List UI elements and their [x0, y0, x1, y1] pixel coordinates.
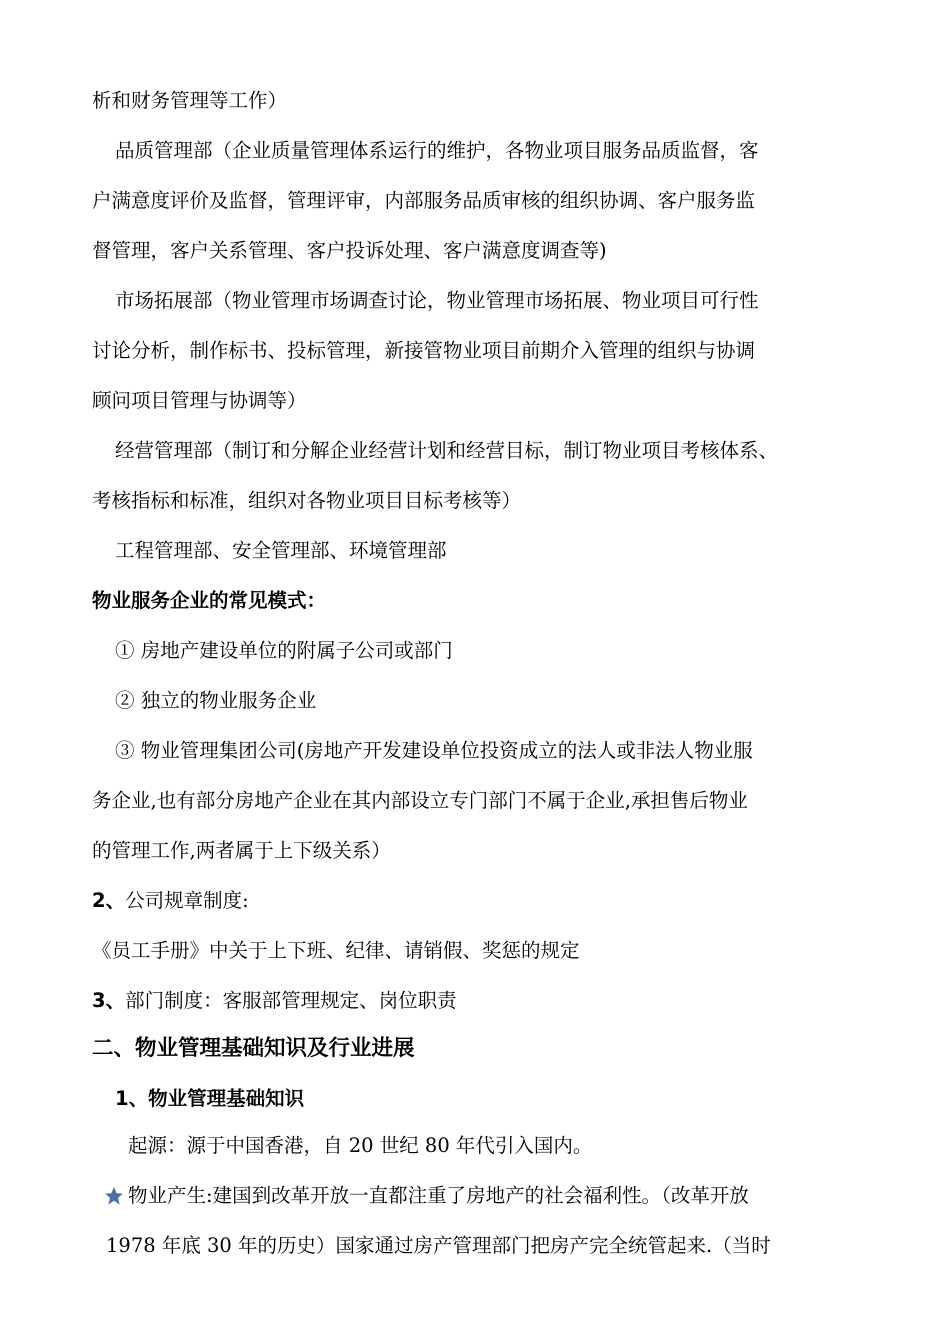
item-text: 公司规章制度:: [125, 889, 249, 912]
section-heading: 二、物业管理基础知识及行业进展: [92, 1036, 415, 1061]
item-number: 3、: [92, 989, 126, 1012]
text-line: 的管理工作,两者属于上下级关系）: [92, 839, 391, 862]
text-line: 考核指标和标准，组织对各物业项目目标考核等）: [92, 489, 522, 512]
section-label: 物业服务企业的常见模式：: [92, 589, 327, 612]
item-number: 2、: [92, 889, 126, 912]
text-line: 务企业,也有部分房地产企业在其内部设立专门部门不属于企业,承担售后物业: [92, 789, 748, 812]
text-line: 经营管理部（制订和分解企业经营计划和经营目标，制订物业项目考核体系、: [115, 439, 779, 462]
star-icon: [104, 1186, 124, 1206]
text-line: 1978 年底 30 年的历史）国家通过房产管理部门把房产完全统管起来.（当时: [106, 1234, 771, 1257]
subsection-heading: 1、物业管理基础知识: [115, 1087, 305, 1110]
numbered-item: [92, 986, 457, 1016]
text-line: 起源：源于中国香港，自 20 世纪 80 年代引入国内。: [128, 1134, 593, 1157]
numbered-item: [92, 886, 249, 916]
text-line: 市场拓展部（物业管理市场调查讨论，物业管理市场拓展、物业项目可行性: [115, 289, 759, 312]
list-item: ③ 物业管理集团公司(房地产开发建设单位投资成立的法人或非法人物业服: [115, 739, 753, 762]
text-line: 《员工手册》中关于上下班、纪律、请销假、奖惩的规定: [92, 939, 580, 962]
item-text: 部门制度：客服部管理规定、岗位职责: [125, 989, 457, 1012]
text-line: 品质管理部（企业质量管理体系运行的维护，各物业项目服务品质监督，客: [115, 139, 759, 162]
text-line: 顾问项目管理与协调等）: [92, 389, 307, 412]
list-item: ① 房地产建设单位的附属子公司或部门: [115, 639, 453, 662]
text-line: 讨论分析，制作标书、投标管理，新接管物业项目前期介入管理的组织与协调: [92, 339, 756, 362]
text-line: 析和财务管理等工作）: [92, 89, 288, 112]
text-line: 户满意度评价及监督，管理评审，内部服务品质审核的组织协调、客户服务监: [92, 189, 756, 212]
text-line: 物业产生:建国到改革开放一直都注重了房地产的社会福利性。（改革开放: [128, 1184, 749, 1207]
list-item: ② 独立的物业服务企业: [115, 689, 317, 712]
text-line: 督管理，客户关系管理、客户投诉处理、客户满意度调查等): [92, 239, 607, 262]
text-line: 工程管理部、安全管理部、环境管理部: [115, 539, 447, 562]
